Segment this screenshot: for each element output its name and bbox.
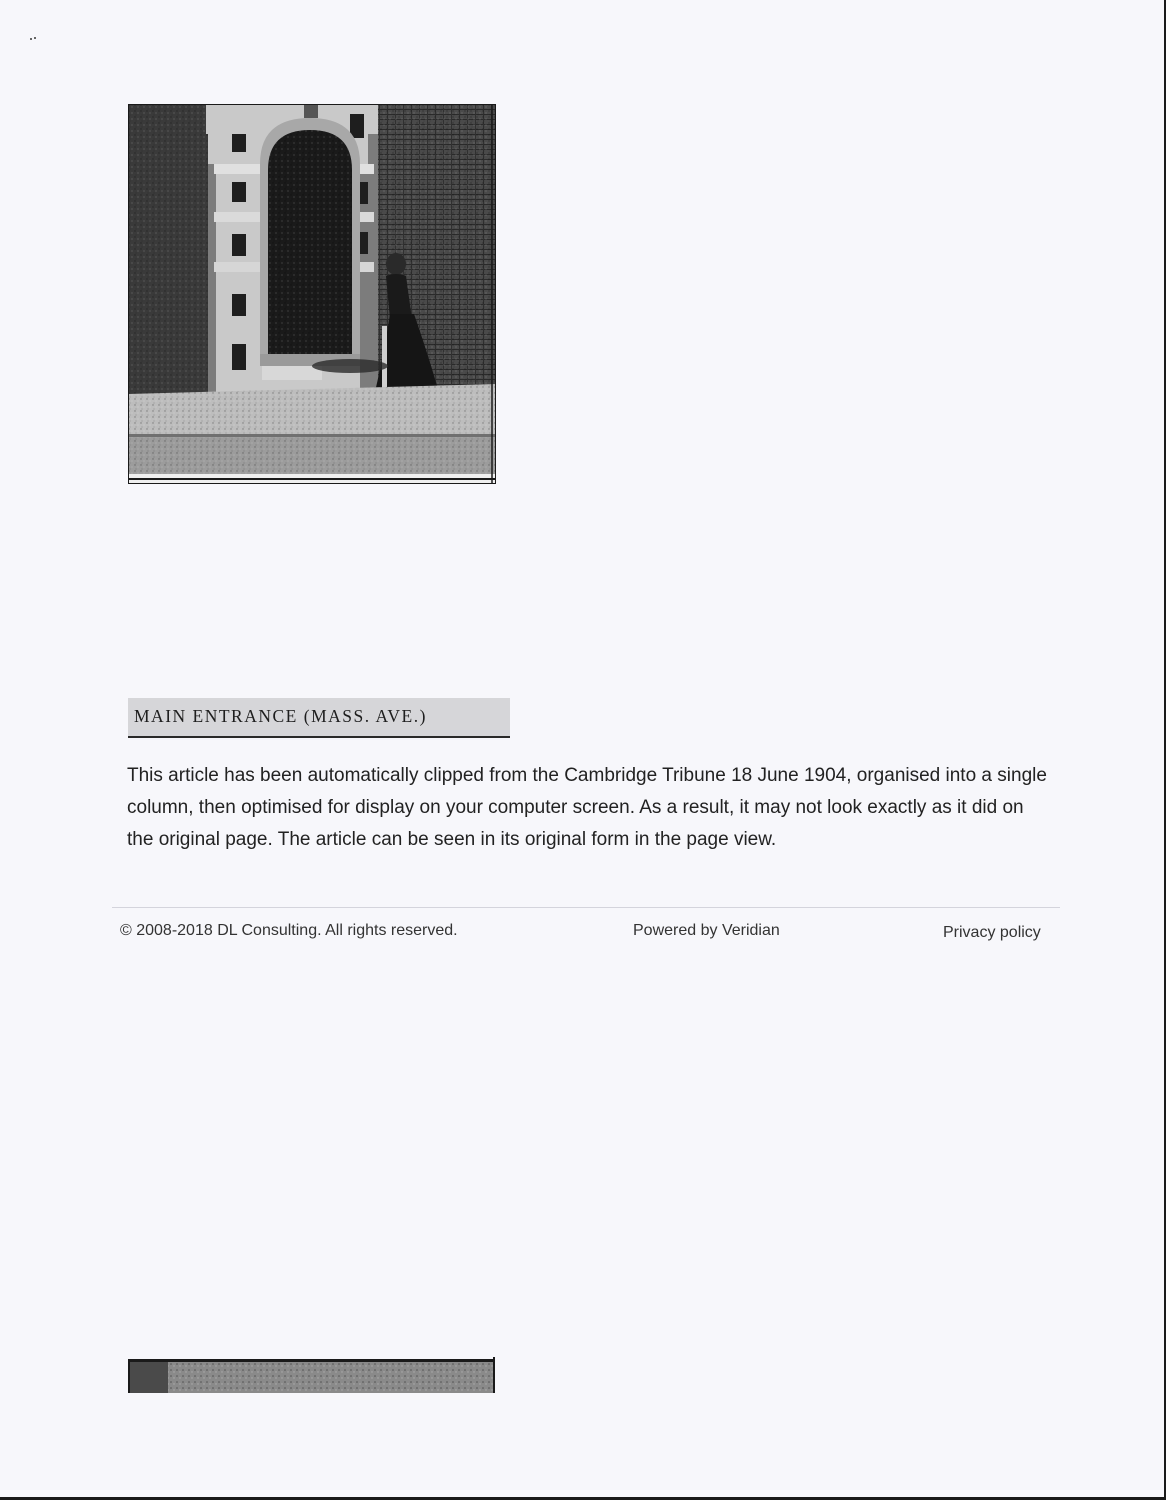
footer-copyright: © 2008-2018 DL Consulting. All rights reserved. <box>120 922 458 939</box>
footer-divider <box>112 907 1060 908</box>
footer-powered-by-link[interactable]: Powered by Veridian <box>633 922 780 939</box>
article-clipping-note: This article has been automatically clipped from the Cambridge Tribune 18 June 1904, organised into a single column, then optimised for display on your computer screen. As a result, it may not look exactly as it did on the original page. The article can be seen in its original form in the page view. <box>127 765 1047 850</box>
photo-caption <box>128 698 510 738</box>
next-photo-fragment <box>128 1357 498 1393</box>
caption-text: MAIN ENTRANCE (MASS. AVE.) <box>134 706 427 726</box>
footer-privacy-link[interactable]: Privacy policy <box>943 924 1041 941</box>
scan-artifact <box>30 36 36 40</box>
entrance-photo <box>128 104 496 484</box>
